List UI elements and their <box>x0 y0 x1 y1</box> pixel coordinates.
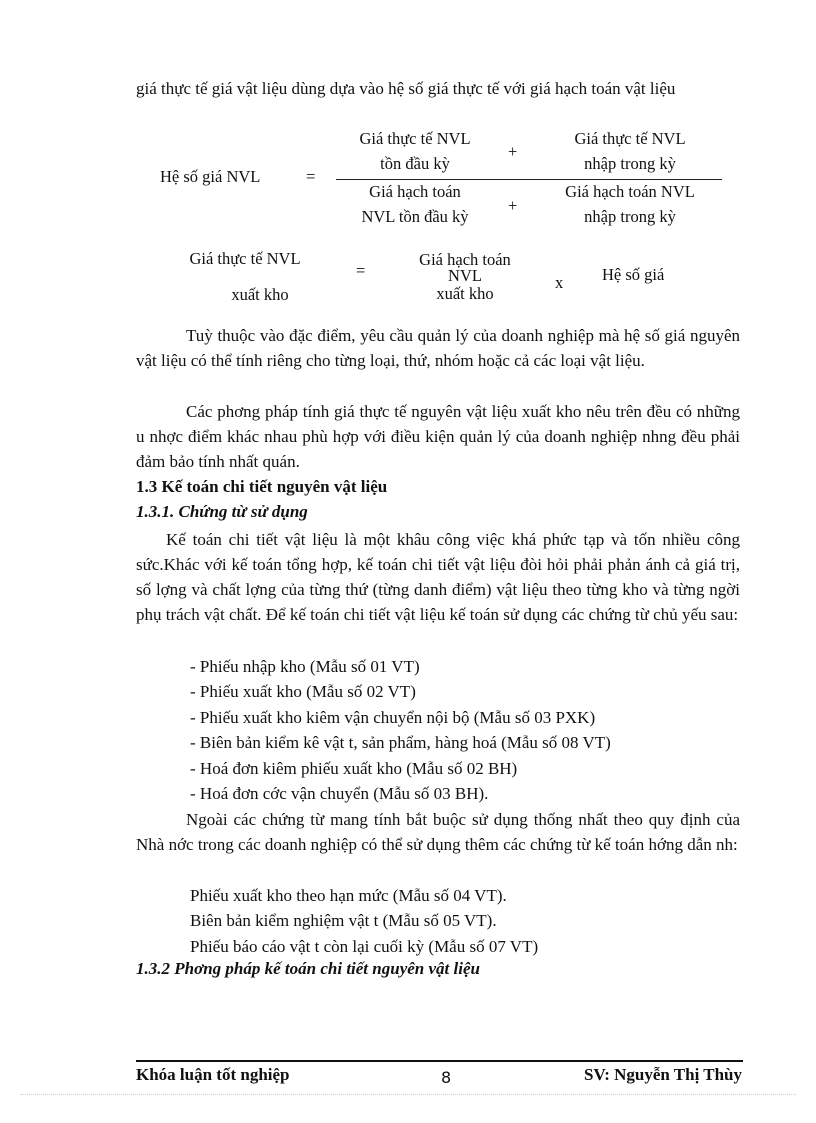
den-plus: + <box>508 196 518 215</box>
num-left-line1: Giá thực tế NVL <box>359 129 471 148</box>
formula2-times: x <box>555 273 564 292</box>
den-right-line2: nhập trong kỳ <box>584 207 676 226</box>
intro-paragraph: giá thực tế giá vật liệu dùng dựa vào hệ số giá thực tế với giá hạch toán vật liệu <box>136 79 676 98</box>
num-plus: + <box>508 142 518 161</box>
paragraph-dependence: Tuỳ thuộc vào đặc điểm, yêu cầu quản lý của doanh nghiệp mà hệ số giá nguyên vật liệu có thể tính riêng cho từng loại, thứ, nhóm hoặc cả các loại vật liệu. <box>136 326 740 370</box>
guidance-doc-item: Phiếu báo cáo vật t còn lại cuối kỳ (Mẫu số 07 VT) <box>190 937 539 956</box>
footer-divider <box>136 1060 743 1062</box>
heading-1-3-1: 1.3.1. Chứng từ sử dụng <box>136 502 308 521</box>
paragraph-additional-docs: Ngoài các chứng từ mang tính bắt buộc sử dụng thống nhất theo quy định của Nhà nớc trong các doanh nghiệp có thể sử dụng thêm các chứng từ kế toán hớng dẫn nh: <box>136 810 740 854</box>
document-list-item: - Hoá đơn kiêm phiếu xuất kho (Mẫu số 02 BH) <box>190 759 518 778</box>
num-right-line1: Giá thực tế NVL <box>574 129 686 148</box>
document-list-item: - Phiếu xuất kho (Mẫu số 02 VT) <box>190 682 416 701</box>
fraction-bar <box>336 179 722 180</box>
guidance-doc-item: Biên bản kiểm nghiệm vật t (Mẫu số 05 VT). <box>190 911 497 930</box>
den-left-line2: NVL tồn đầu kỳ <box>361 207 469 226</box>
formula2-mid-line3: xuất kho <box>436 284 494 303</box>
footer-left-text: Khóa luận tốt nghiệp <box>136 1065 290 1084</box>
formula2-lhs-line2: xuất kho <box>231 285 289 304</box>
paragraph-detail-accounting: Kế toán chi tiết vật liệu là một khâu công việc khá phức tạp và tốn nhiều công sức.Khác với kế toán tổng hợp, kế toán chi tiết vật liệu đòi hỏi phải phản ánh cả giá trị, số lợng và chất lợng của từng thứ (từng danh điểm) vật liệu theo từng kho và từng ngời phụ trách vật chất. Để kế toán chi tiết vật liệu kế toán sử dụng các chứng từ chủ yếu sau: <box>136 530 740 624</box>
document-list-item: - Hoá đơn cớc vận chuyển (Mẫu số 03 BH). <box>190 784 489 803</box>
document-list-item: - Biên bản kiểm kê vật t, sản phẩm, hàng hoá (Mẫu số 08 VT) <box>190 733 611 752</box>
formula2-equals: = <box>356 261 366 280</box>
heading-1-3-2: 1.3.2 Phơng pháp kế toán chi tiết nguyên vật liệu <box>136 959 480 978</box>
den-right-line1: Giá hạch toán NVL <box>565 182 695 201</box>
page-edge-divider <box>20 1094 796 1095</box>
formula2-mid-line2: NVL <box>448 266 482 285</box>
heading-1-3: 1.3 Kế toán chi tiết nguyên vật liệu <box>136 477 388 496</box>
page-number: 8 <box>441 1068 452 1087</box>
formula2-mid-line1: Giá hạch toán <box>419 250 511 269</box>
formula1-equals: = <box>306 167 316 186</box>
den-left-line1: Giá hạch toán <box>369 182 461 201</box>
document-list-item: - Phiếu xuất kho kiêm vận chuyển nội bộ (Mẫu số 03 PXK) <box>190 708 596 727</box>
document-list-item: - Phiếu nhập kho (Mẫu số 01 VT) <box>190 657 420 676</box>
footer-right-text: SV: Nguyễn Thị Thùy <box>584 1065 742 1084</box>
guidance-doc-item: Phiếu xuất kho theo hạn mức (Mẫu số 04 VT). <box>190 886 507 905</box>
num-right-line2: nhập trong kỳ <box>584 154 676 173</box>
formula2-lhs-line1: Giá thực tế NVL <box>189 249 301 268</box>
formula1-lhs: Hệ số giá NVL <box>160 167 261 186</box>
formula2-rhs: Hệ số giá <box>602 265 665 284</box>
num-left-line2: tồn đầu kỳ <box>380 154 450 173</box>
paragraph-methods: Các phơng pháp tính giá thực tế nguyên vật liệu xuất kho nêu trên đều có những u nhợc điểm khác nhau phù hợp với điều kiện quản lý của doanh nghiệp nhng đều phải đảm bảo tính nhất quán. <box>136 402 740 471</box>
